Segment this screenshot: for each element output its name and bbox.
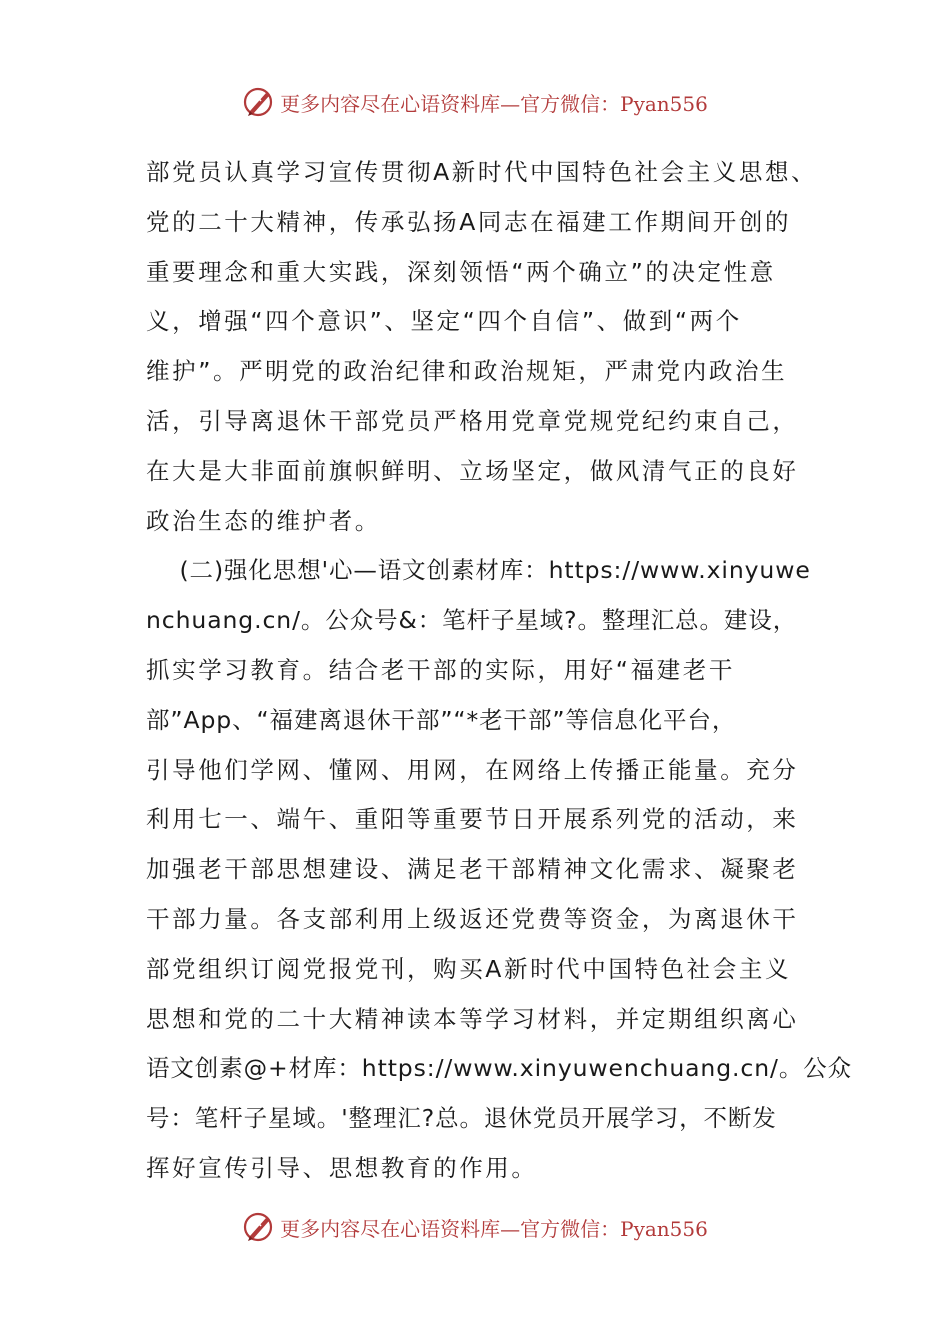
- text-line: 部”App、“福建离退休干部”“*老干部”等信息化平台，: [146, 705, 737, 734]
- text-line: 党的二十大精神，传承弘扬A同志在福建工作期间开创的: [146, 207, 792, 236]
- text-line: 抓实学习教育。结合老干部的实际，用好“福建老干: [146, 655, 735, 684]
- text-line: 号：笔杆子星域。'整理汇?总。退休党员开展学习，不断发: [146, 1104, 777, 1133]
- banner-text: 更多内容尽在心语资料库—官方微信：Pyan556: [280, 91, 708, 116]
- text-line: 利用七一、端午、重阳等重要节日开展系列党的活动，来: [146, 805, 799, 834]
- text-line: 思想和党的二十大精神读本等学习材料，并定期组织离心: [146, 1004, 799, 1033]
- text-line: 重要理念和重大实践，深刻领悟“两个确立”的决定性意: [146, 257, 776, 286]
- text-line: 活，引导离退休干部党员严格用党章党规党纪约束自己，: [146, 406, 799, 435]
- pen-logo-icon: [242, 1210, 276, 1244]
- text-line: 部党员认真学习宣传贯彻A新时代中国特色社会主义思想、: [146, 158, 818, 186]
- text-line: 政治生态的维护者。: [146, 506, 381, 535]
- text-line: 义，增强“四个意识”、坚定“四个自信”、做到“两个: [146, 307, 742, 336]
- header-watermark-banner: [0, 82, 950, 122]
- text-line: 干部力量。各支部利用上级返还党费等资金，为离退休干: [146, 904, 799, 933]
- text-line: 维护”。严明党的政治纪律和政治规矩，严肃党内政治生: [146, 357, 788, 386]
- text-line: nchuang.cn/。公众号&：笔杆子星域?。整理汇总。建设，: [146, 606, 798, 635]
- text-line: 部党组织订阅党报党刊，购买A新时代中国特色社会主义: [146, 954, 792, 983]
- pen-logo-icon: [242, 85, 276, 119]
- document-body: [146, 148, 853, 1194]
- text-line: 引导他们学网、懂网、用网，在网络上传播正能量。充分: [146, 755, 799, 784]
- text-line: 挥好宣传引导、思想教育的作用。: [146, 1153, 538, 1182]
- text-line: 加强老干部思想建设、满足老干部精神文化需求、凝聚老: [146, 855, 799, 884]
- text-line: (二)强化思想'心—语文创素材库：https://www.xinyuwe: [146, 556, 811, 585]
- text-line: 语文创素@+材库：https://www.xinyuwenchuang.cn/。公众: [146, 1054, 853, 1083]
- banner-text: 更多内容尽在心语资料库—官方微信：Pyan556: [280, 1216, 708, 1241]
- text-line: 在大是大非面前旗帜鲜明、立场坚定，做风清气正的良好: [146, 456, 799, 485]
- footer-watermark-banner: [0, 1207, 950, 1247]
